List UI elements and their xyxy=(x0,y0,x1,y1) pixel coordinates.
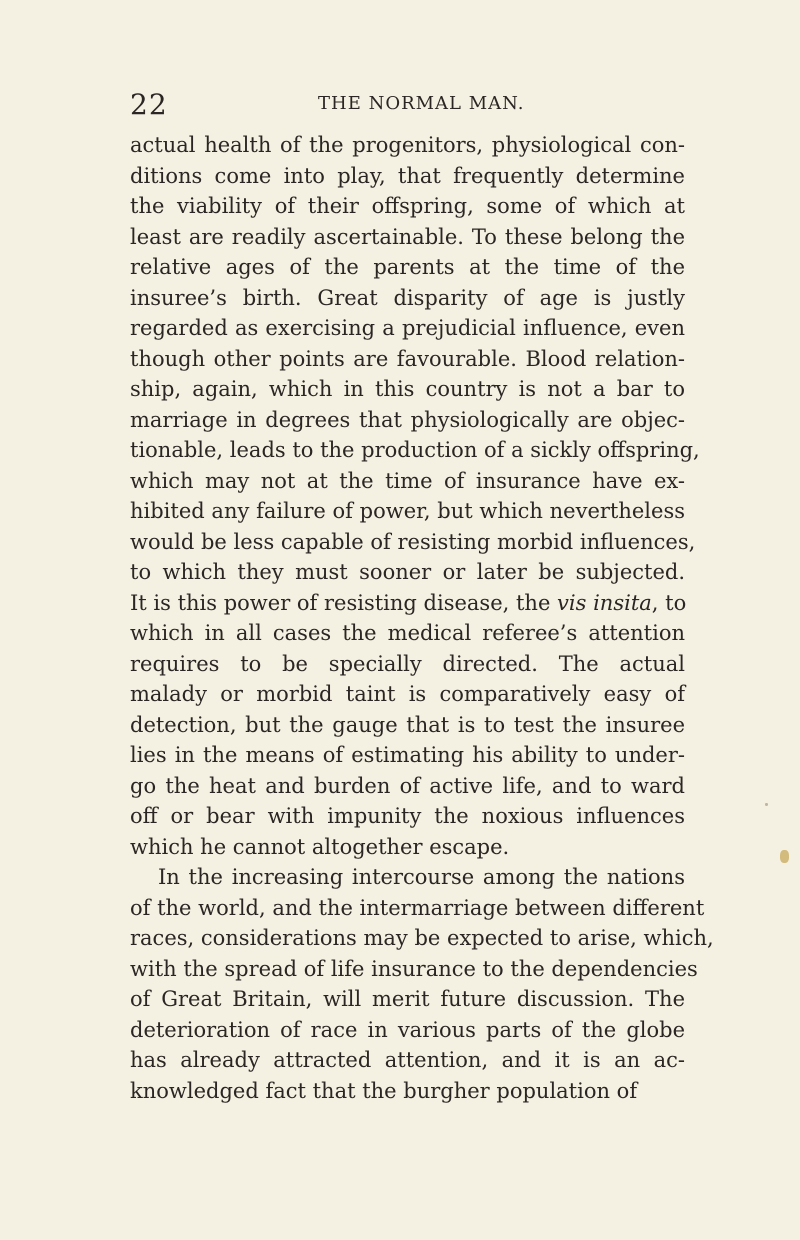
text-line: tionable, leads to the production of a sickly offspring, xyxy=(130,438,700,462)
text-line: races, considerations may be expected to arise, which, xyxy=(130,926,714,950)
text-line: ditions come into play, that frequently determine xyxy=(130,163,685,188)
text-line: regarded as exercising a prejudicial influence, even xyxy=(130,316,685,340)
text-line: go the heat and burden of active life, and to ward xyxy=(130,773,685,798)
text-line: would be less capable of resisting morbid influences, xyxy=(130,529,696,554)
text-line: the viability of their offspring, some of which at xyxy=(130,194,685,218)
text-line: It is this power of resisting disease, the vis insita, to xyxy=(130,590,687,615)
paper-speck xyxy=(765,803,768,806)
text-line: of the world, and the intermarriage between different xyxy=(130,895,705,920)
text-line: which he cannot altogether escape. xyxy=(130,834,510,859)
text-line: ship, again, which in this country is not a bar to xyxy=(130,377,685,401)
text-line: with the spread of life insurance to the dependencies xyxy=(130,956,698,981)
text-line: malady or morbid taint is comparatively easy of xyxy=(130,682,685,706)
text-line: detection, but the gauge that is to test the insuree xyxy=(130,712,685,737)
latin-phrase: vis insita xyxy=(557,590,652,615)
text-line: actual health of the progenitors, physiological con- xyxy=(130,133,685,157)
text-line: though other points are favourable. Blood relation- xyxy=(130,346,685,371)
text-line: insuree’s birth. Great disparity of age is justly xyxy=(130,285,685,310)
text-line: which in all cases the medical referee’s attention xyxy=(130,621,685,645)
text-line: hibited any failure of power, but which nevertheless xyxy=(130,499,685,523)
body-text xyxy=(130,130,714,1106)
text-line: lies in the means of estimating his ability to under- xyxy=(130,743,685,767)
running-head: THE NORMAL MAN. xyxy=(318,93,525,114)
paper-stain xyxy=(780,850,789,863)
text-line: least are readily ascertainable. To these belong the xyxy=(130,224,685,249)
text-line: has already attracted attention, and it is an ac- xyxy=(130,1048,685,1072)
text-line: marriage in degrees that physiologically are objec- xyxy=(130,407,685,432)
text-line: to which they must sooner or later be subjected. xyxy=(130,560,685,584)
text-line: relative ages of the parents at the time of the xyxy=(130,255,685,279)
text-line: off or bear with impunity the noxious influences xyxy=(130,804,685,828)
text-line: knowledged fact that the burgher population of xyxy=(130,1078,638,1103)
page-number: 22 xyxy=(130,88,168,121)
text-line: requires to be specially directed. The actual xyxy=(130,651,685,676)
text-line: which may not at the time of insurance have ex- xyxy=(130,468,685,493)
text-line: of Great Britain, will merit future discussion. The xyxy=(130,987,685,1011)
text-line: deterioration of race in various parts of the globe xyxy=(130,1017,685,1042)
text-line: In the increasing intercourse among the nations xyxy=(158,865,685,889)
